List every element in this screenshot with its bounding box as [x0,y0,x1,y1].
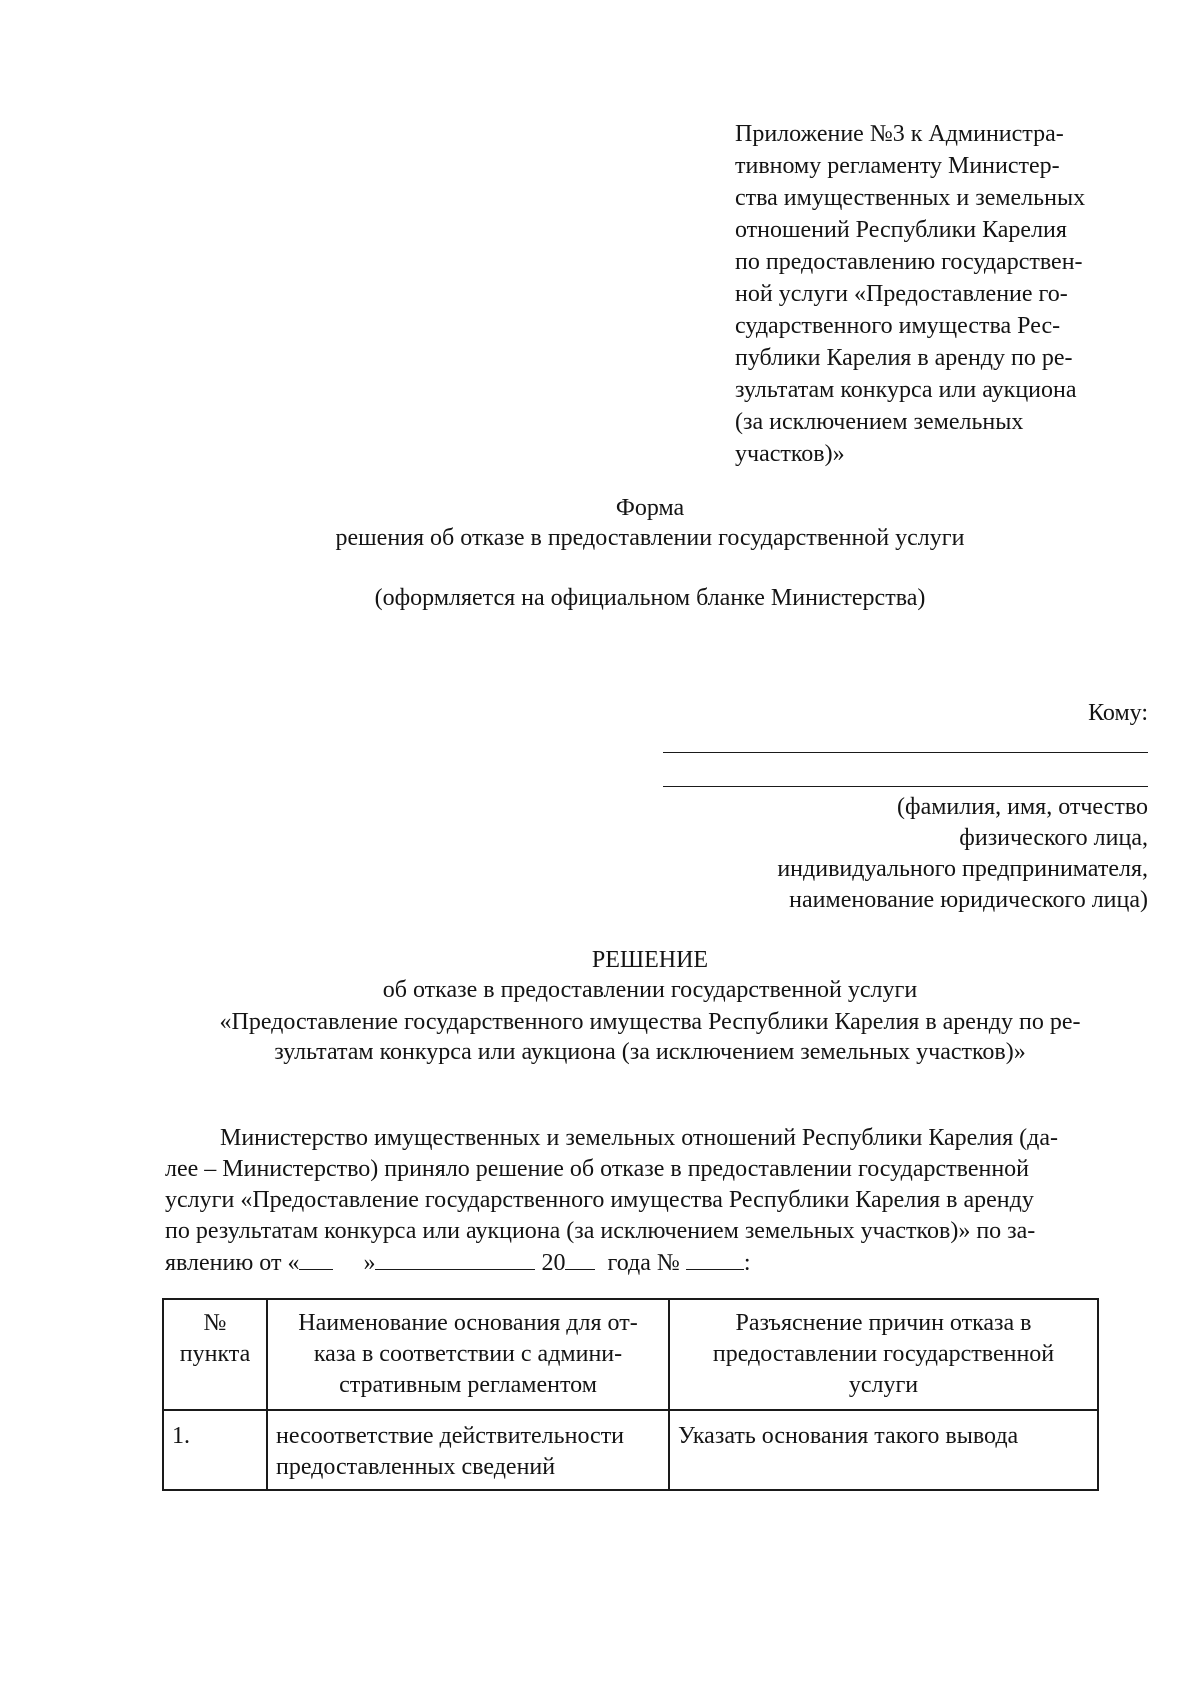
appendix-line: тивному регламенту Министер- [735,153,1060,179]
body-line-application-date [165,1247,1155,1279]
appendix-line: зультатам конкурса или аукциона [735,377,1077,403]
addressee-caption [777,792,1148,916]
header-line: пункта [179,1341,251,1367]
refusal-reasons-table [162,1298,1099,1491]
quote-close: » [363,1250,376,1276]
form-title: Форма [615,495,685,521]
year-blank [565,1247,595,1270]
appendix-line: Приложение №3 к Администра- [735,121,1064,147]
row-basis-line: предоставленных сведений [276,1454,556,1480]
header-line: Разъяснение причин отказа в [735,1310,1032,1336]
colon: : [743,1250,751,1276]
body-line: услуги «Предоставление государственного имущества Республики Карелия в аренду [165,1187,1034,1213]
header-line: каза в соответствии с админи- [313,1341,623,1367]
decision-body [165,1123,1155,1279]
appendix-line: сударственного имущества Рес- [735,313,1061,339]
addressee-blank-line [663,786,1148,787]
decision-subtitle-line: «Предоставление государственного имущества Республики Карелия в аренду по ре- [219,1009,1081,1035]
table-header-row [163,1299,1098,1410]
header-line: Наименование основания для от- [298,1310,638,1336]
addressee-caption-line: физического лица, [959,825,1148,851]
body-line: Министерство имущественных и земельных отношений Республики Карелия (да- [220,1125,1059,1151]
appendix-line: ства имущественных и земельных [735,185,1086,211]
number-blank [686,1247,744,1270]
addressee-caption-line: (фамилия, имя, отчество [897,794,1148,820]
addressee-caption-line: наименование юридического лица) [789,887,1148,913]
header-basis [267,1299,669,1410]
body-line: по результатам конкурса или аукциона (за исключением земельных участков)» по за- [165,1218,1036,1244]
appendix-line: (за исключением земельных [735,409,1024,435]
application-number-label: года № [607,1250,680,1276]
decision-subtitle-line: зультатам конкурса или аукциона (за исключением земельных участков)» [274,1039,1026,1065]
appendix-note [735,118,1135,470]
decision-subtitle-line: об отказе в предоставлении государственной услуги [382,977,918,1003]
row-explanation: Указать основания такого вывода [669,1410,1098,1490]
header-line: услуги [848,1372,919,1398]
header-explanation [669,1299,1098,1410]
row-basis [267,1410,669,1490]
header-line: № [203,1310,227,1336]
table-row [163,1410,1098,1490]
month-blank [375,1247,535,1270]
appendix-line: по предоставлению государствен- [735,249,1083,275]
header-line: предоставлении государственной [712,1341,1055,1367]
addressee-caption-line: индивидуального предпринимателя, [777,856,1148,882]
day-blank [299,1247,333,1270]
header-line: стративным регламентом [339,1372,597,1398]
application-date-prefix: явлению от « [165,1250,300,1276]
decision-heading: РЕШЕНИЕ [591,947,709,973]
row-number: 1. [163,1410,267,1490]
appendix-line: участков)» [735,441,845,467]
appendix-line: публики Карелия в аренду по ре- [735,345,1073,371]
appendix-line: отношений Республики Карелия [735,217,1067,243]
form-note: (оформляется на официальном бланке Министерства) [374,585,926,611]
header-item-number [163,1299,267,1410]
year-prefix: 20 [541,1250,566,1276]
addressee-label: Кому: [1088,700,1148,726]
addressee-blank-line [663,752,1148,753]
appendix-line: ной услуги «Предоставление го- [735,281,1068,307]
body-line: лее – Министерство) приняло решение об отказе в предоставлении государственной [165,1156,1030,1182]
row-basis-line: несоответствие действительности [276,1423,625,1449]
form-subtitle: решения об отказе в предоставлении государственной услуги [335,525,965,551]
